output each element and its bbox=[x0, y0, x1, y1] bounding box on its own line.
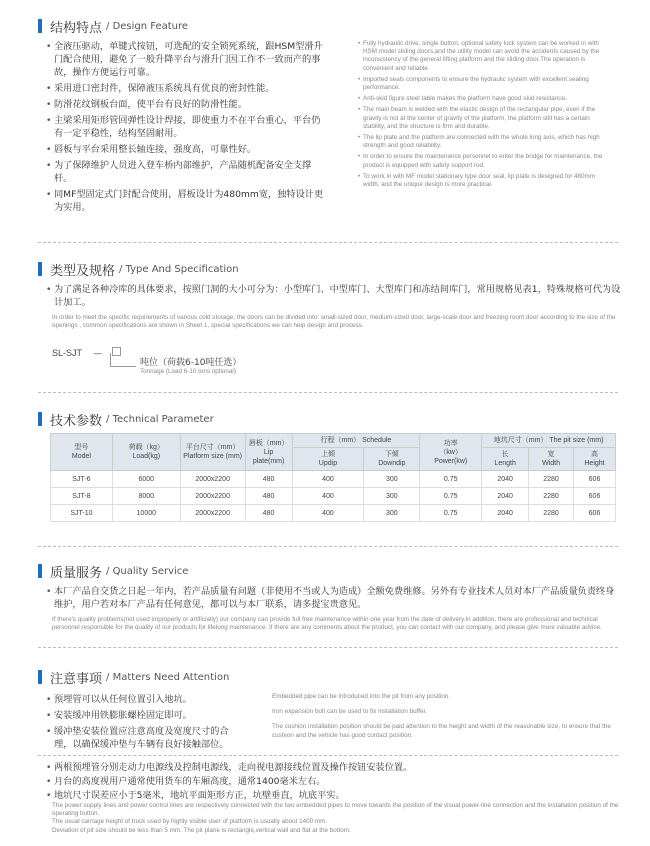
tonnage-cn: 吨位（荷载6-10吨任选） bbox=[140, 358, 242, 368]
col-header-model: 型号 Model bbox=[51, 434, 113, 471]
col-header-length: 长 Length bbox=[482, 448, 529, 471]
design-title-en: / Design Feature bbox=[106, 20, 189, 32]
design-feature-heading bbox=[38, 16, 188, 36]
model-prefix: SL-SJT bbox=[52, 348, 83, 358]
matters-heading bbox=[38, 667, 229, 687]
list-item: • 为了保障维护人员进入登车桥内部维护，产品随机配备安全支撑杆。 bbox=[46, 159, 326, 185]
col-header-height: 高 Height bbox=[574, 448, 616, 471]
list-item: • The lip plate and the platform are connected with the whole long axis, which has high strength and good reliability. bbox=[358, 134, 608, 150]
section-divider bbox=[38, 546, 618, 547]
col-header-pit: 地坑尺寸（mm） The pit size (mm) bbox=[482, 434, 616, 448]
list-item: • 缓冲垫安装位置应注意高度及宽度尺寸的合理，以确保缓冲垫与车辆有良好接触部位。 bbox=[46, 725, 246, 751]
list-item: Embedded pipe can be introduced into the pit from any position. bbox=[272, 693, 451, 700]
list-item: • 安装缓冲用铁膨胀螺栓固定即可。 bbox=[46, 709, 246, 722]
type-spec-heading bbox=[38, 259, 239, 279]
quality-text-cn bbox=[46, 585, 621, 611]
list-item: • In order to ensure the maintenance personnel to enter the bridge for maintenance, the product is equipped with safety support rod. bbox=[358, 153, 608, 169]
matters-list-cn bbox=[46, 693, 246, 754]
matters-list2-cn bbox=[46, 761, 626, 803]
list-item: • To work in with MF model stationary type door seal, lip plate is designed for 480mm width, and the unique design is more practical. bbox=[358, 173, 608, 189]
quality-text: 本厂产品自交货之日起一年内，若产品质量有问题（非使用不当或人为造成）全额免费维修。另外有专业技术人员对本厂产品质量负责终身维护，用户若对本厂产品有任何意见，都可以与本厂联系，请多提宝贵意见。 bbox=[54, 586, 615, 610]
type-title-cn: 类型及规格 bbox=[50, 263, 116, 279]
list-item: Iron expansion bolt can be used to fix installation buffer. bbox=[272, 708, 427, 716]
tech-heading bbox=[38, 409, 214, 429]
section-divider bbox=[38, 242, 618, 243]
paragraph-line: Deviation of pit size should be less than 5 mm. The pit plane is rectangle,vertical wall and flat at the bottom. bbox=[52, 826, 351, 834]
col-header-lip: 唇板（mm） Lip plate(mm) bbox=[245, 434, 292, 471]
heading-bar bbox=[38, 670, 42, 684]
matters-title-cn: 注意事项 bbox=[50, 671, 103, 687]
tech-parameter-table bbox=[50, 433, 616, 522]
list-item: • Anti-skid figure steel table makes the platform have good skid resistance. bbox=[358, 95, 608, 103]
matters-text2-en bbox=[52, 802, 622, 835]
heading-bar bbox=[38, 564, 42, 578]
list-item: The cushion installation position should be paid attention to the height and width of the reasonable size, to ensure that the cushion and the vehicle has good contact position. bbox=[272, 723, 611, 739]
col-header-width: 宽 Width bbox=[529, 448, 574, 471]
table-row: SJT-8 8000 2000x2200 480 400 300 0.75 2040 2280 606 bbox=[51, 488, 616, 505]
list-item: • 唇板与平台采用整长轴连接，强度高，可靠性好。 bbox=[46, 143, 326, 156]
list-item: • 同MF型固定式门封配合使用，唇板设计为480mm宽，独特设计更为实用。 bbox=[46, 188, 326, 214]
col-header-power: 功率 （kw） Power(kw) bbox=[420, 434, 482, 471]
type-spec-text-cn bbox=[46, 283, 621, 309]
table-row: SJT-6 6000 2000x2200 480 400 300 0.75 2040 2280 606 bbox=[51, 471, 616, 488]
tonnage-en: Tonnage (Load 6-10 tons optional) bbox=[140, 368, 236, 375]
list-item: • 月台的高度视用户通常使用货车的车厢高度，通常1400毫米左右。 bbox=[46, 775, 626, 788]
table-row: SJT-10 10000 2000x2200 480 400 300 0.75 2040 2280 606 bbox=[51, 505, 616, 522]
col-header-platform: 平台尺寸（mm） Platform size (mm) bbox=[180, 434, 245, 471]
section-divider bbox=[38, 647, 618, 648]
design-title-cn: 结构特点 bbox=[50, 20, 103, 36]
heading-bar bbox=[38, 412, 42, 426]
col-header-schedule: 行程（mm） Schedule bbox=[292, 434, 420, 448]
list-item: • 防滑花纹钢板台面，使平台有良好的防滑性能。 bbox=[46, 98, 326, 111]
bullet: • bbox=[46, 284, 52, 295]
quality-heading bbox=[38, 561, 188, 581]
model-dash: — bbox=[93, 349, 103, 359]
section-divider bbox=[38, 392, 618, 393]
col-header-downdip: 下倾 Downdip bbox=[364, 448, 420, 471]
heading-bar bbox=[38, 19, 42, 33]
tech-title-en: / Technical Parameter bbox=[106, 413, 214, 425]
matters-title-en: / Matters Need Attention bbox=[106, 671, 230, 683]
type-spec-text: 为了满足各种冷库的具体要求，按照门洞的大小可分为：小型库门、中型库门、大型库门和冻结间库门，常用规格见表1，特殊规格可代为设计加工。 bbox=[54, 284, 621, 308]
list-item: • Imported seals components to ensure the hydraulic system with excellent sealing performance. bbox=[358, 76, 608, 92]
col-header-updip: 上倾 Updip bbox=[292, 448, 364, 471]
quality-title-cn: 质量服务 bbox=[50, 565, 103, 581]
list-item: • 两根预埋管分别走动力电源线及控制电源线，走向视电源接线位置及操作按钮安装位置。 bbox=[46, 761, 626, 774]
heading-bar bbox=[38, 262, 42, 276]
type-title-en: / Type And Specification bbox=[119, 263, 239, 275]
quality-text-en: If there's quality problems(not used improperly or artificially) our company can provide full free maintenance within one year from the date of delivery.In addition, there are professional and technical personnel responsible for the quality of our products for lifelong maintenance. If there are any comments about the product, you can contact with our company, and please give more valuable advice. bbox=[52, 616, 602, 632]
tonnage-box bbox=[112, 347, 121, 356]
col-header-load: 荷载（kg） Load(kg) bbox=[112, 434, 180, 471]
tech-title-cn: 技术参数 bbox=[50, 413, 103, 429]
list-item: • 全液压驱动，单键式按钮，可选配的安全锁死系统，跟HSM型滑升门配合使用，避免了一般升降平台与滑升门因工作不一致而产的事故，操作方便运行可靠。 bbox=[46, 40, 326, 79]
quality-title-en: / Quality Service bbox=[106, 565, 189, 577]
list-item: • 地坑尺寸误差应小于5毫米，地坑平面矩形方正，坑壁垂直，坑底平实。 bbox=[46, 789, 626, 802]
type-spec-text-en: In order to meet the specific requirements of various cold storage, the doors can be divided into: small-sized door, medium-sized door, large-scale door and freezing room door according to the size of the openings , common specifications are shown in Sheet 1, special specifications we can help design and process. bbox=[52, 314, 616, 330]
paragraph-line: The power supply lines and power control lines are respectively connected with the two embedded pipes to move towards the position of the visual power-line connection and the installation position of the operating button. bbox=[52, 802, 619, 818]
list-item: • 预埋管可以从任何位置引入地坑。 bbox=[46, 693, 246, 706]
list-item: • 主梁采用矩形管回弹性设计焊接，即使重力不在平台重心，平台仍有一定平稳性，结构坚固耐用。 bbox=[46, 114, 326, 140]
bullet: • bbox=[46, 586, 52, 597]
design-feature-list-cn bbox=[46, 40, 326, 217]
design-feature-list-en bbox=[358, 40, 608, 192]
section-divider bbox=[38, 755, 618, 756]
connector-line-h bbox=[110, 366, 136, 367]
list-item: • Fully hydraulic drive, single button, optional safety lock system can be worked in with HSM model sliding doors,and the utility model can avoid the accidents caused by the inconsistency of the general lifting platform and the sliding door.The operation is convenient and reliable. bbox=[358, 40, 608, 73]
list-item: • The main beam is welded with the elastic design of the rectangular pipe, even if the gravity is not at the center of gravity of the platform, the platform still has a certain stability, and the structure is firm and durable. bbox=[358, 106, 608, 131]
connector-line-v bbox=[110, 353, 111, 367]
matters-list-en bbox=[272, 693, 617, 740]
list-item: • 采用进口密封件，保障液压系统具有优良的密封性能。 bbox=[46, 82, 326, 95]
paragraph-line: The usual carriage height of truck used by highly visible user of platform is usually about 1400 mm. bbox=[52, 818, 328, 826]
